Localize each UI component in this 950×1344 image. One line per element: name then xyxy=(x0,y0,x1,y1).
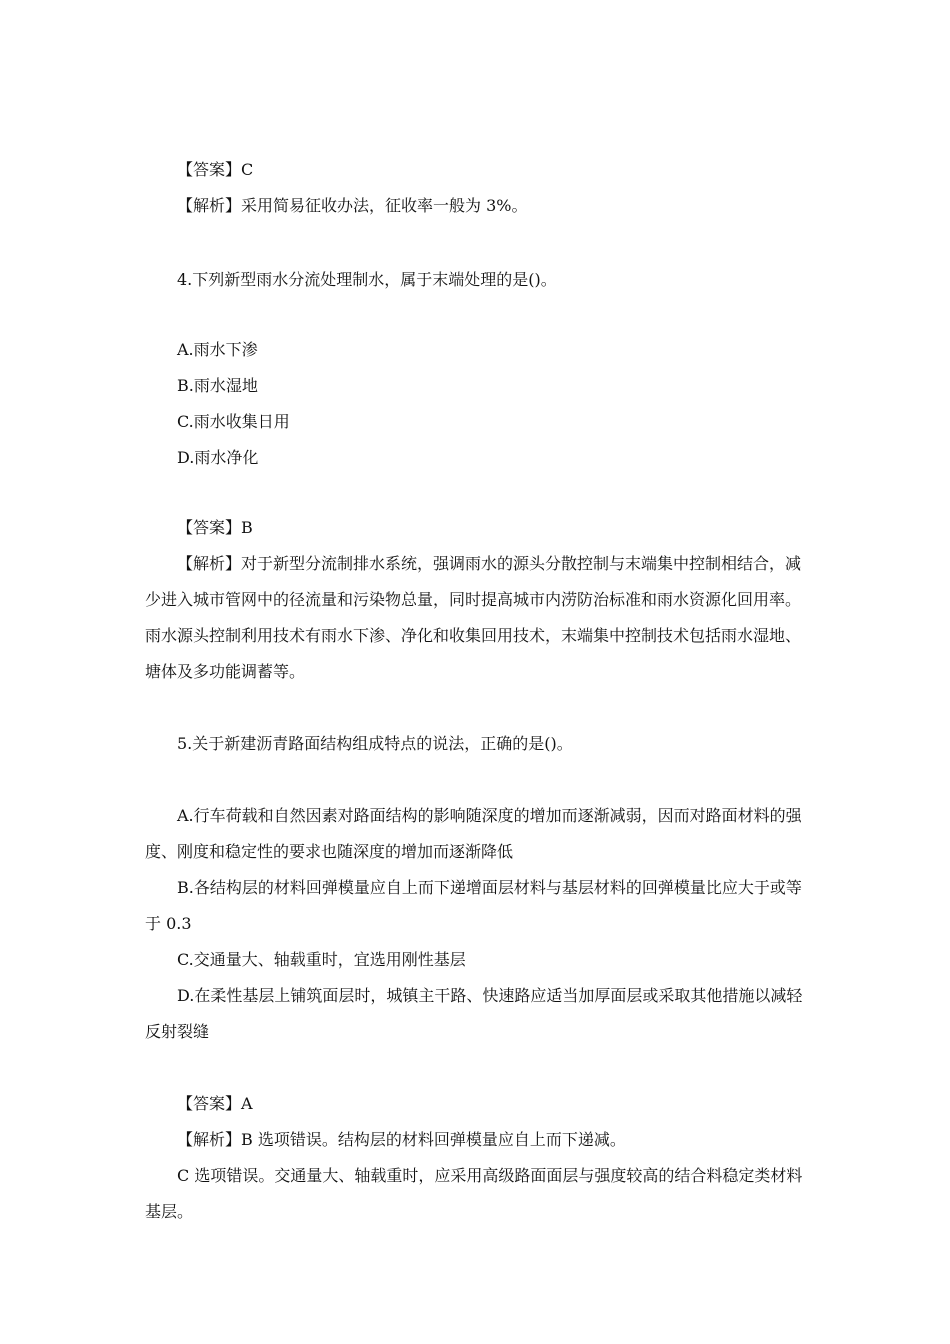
answer-label-q3: 【答案】C xyxy=(177,160,254,179)
analysis-text-q3: 【解析】采用简易征收办法，征收率一般为 3%。 xyxy=(177,196,528,215)
q5-option-d: D.在柔性基层上铺筑面层时，城镇主干路、快速路应适当加厚面层或采取其他措施以减轻反射裂缝 xyxy=(145,986,803,1041)
q4-option-b: B.雨水湿地 xyxy=(177,376,258,395)
analysis-text-q5-c: C 选项错误。交通量大、轴载重时，应采用高级路面面层与强度较高的结合料稳定类材料基层。 xyxy=(145,1166,803,1221)
q5-option-a: A.行车荷载和自然因素对路面结构的影响随深度的增加而逐渐减弱，因而对路面材料的强度、刚度和稳定性的要求也随深度的增加而逐渐降低 xyxy=(145,806,802,861)
question-4: 4.下列新型雨水分流处理制水，属于末端处理的是()。 xyxy=(177,270,557,289)
answer-label-q4: 【答案】B xyxy=(177,518,253,537)
q5-option-c: C.交通量大、轴载重时，宜选用刚性基层 xyxy=(177,950,466,969)
answer-label-q5: 【答案】A xyxy=(177,1094,253,1113)
q5-option-b: B.各结构层的材料回弹模量应自上而下递增面层材料与基层材料的回弹模量比应大于或等于 0.3 xyxy=(145,878,802,933)
q4-option-c: C.雨水收集日用 xyxy=(177,412,290,431)
analysis-text-q4: 【解析】对于新型分流制排水系统，强调雨水的源头分散控制与末端集中控制相结合，减少进入城市管网中的径流量和污染物总量，同时提高城市内涝防治标准和雨水资源化回用率。雨水源头控制利用技术有雨水下渗、净化和收集回用技术，末端集中控制技术包括雨水湿地、塘体及多功能调蓄等。 xyxy=(145,554,802,681)
analysis-text-q5-b: 【解析】B 选项错误。结构层的材料回弹模量应自上而下递减。 xyxy=(177,1130,626,1149)
q4-option-d: D.雨水净化 xyxy=(177,448,259,467)
question-5: 5.关于新建沥青路面结构组成特点的说法，正确的是()。 xyxy=(177,734,573,753)
q4-option-a: A.雨水下渗 xyxy=(177,340,258,359)
